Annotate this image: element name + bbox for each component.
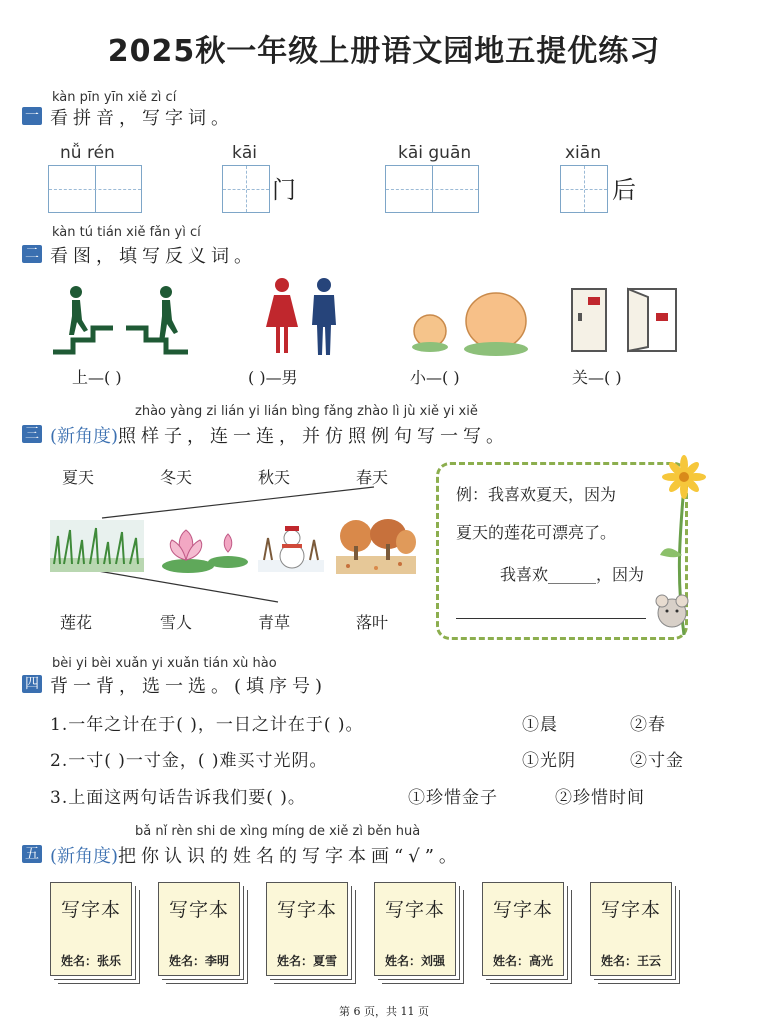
s1-item3-pinyin: kāi guān (398, 143, 472, 163)
season-spring: 春天 (356, 468, 389, 487)
notebook-name: 姓名：张乐 (60, 954, 121, 968)
notebook-5[interactable] (482, 882, 564, 976)
s5-tag: (新角度) (50, 846, 119, 867)
notebook-4[interactable] (374, 882, 456, 976)
notebook-title: 写字本 (600, 899, 661, 921)
s1-number: 一 (22, 107, 42, 125)
small-big-peach-image (408, 285, 533, 357)
s2-heading: 看图，填写反义词。 (50, 246, 257, 267)
s4-q2-option-1: ①光阴 (522, 751, 576, 771)
word-lotus: 莲花 (60, 613, 93, 632)
s1-writing-grid-2[interactable] (222, 165, 270, 213)
word-grass: 青草 (258, 613, 291, 632)
notebook-title: 写字本 (168, 899, 229, 921)
s1-item4-char: 后 (612, 176, 636, 204)
s2-label-3: 小—( ) (410, 368, 460, 387)
notebook-name: 姓名：高光 (492, 954, 553, 968)
stairs-up-down-image (48, 280, 198, 360)
s4-q1-option-1: ①晨 (522, 715, 558, 735)
s5-heading: 把你认识的姓名的写字本画“√”。 (118, 846, 462, 867)
notebook-name: 姓名：夏雪 (276, 954, 337, 968)
s4-heading: 背一背，选一选。(填序号) (50, 676, 328, 697)
s2-label-1: 上—( ) (72, 368, 122, 387)
s2-label-2: ( )—男 (248, 368, 298, 387)
notebook-1[interactable] (50, 882, 132, 976)
notebook-title: 写字本 (60, 899, 121, 921)
s2-pinyin: kàn tú tián xiě fǎn yì cí (52, 225, 201, 240)
notebook-title: 写字本 (492, 899, 553, 921)
s1-writing-grid-3[interactable] (385, 165, 479, 213)
season-summer: 夏天 (62, 468, 95, 487)
s3-tag: (新角度) (50, 426, 119, 447)
notebook-title: 写字本 (276, 899, 337, 921)
example-line-2: 夏天的莲花可漂亮了。 (456, 523, 617, 542)
page-title: 2025秋一年级上册语文园地五提优练习 (107, 34, 661, 69)
page-footer: 第 6 页，共 11 页 (339, 1005, 429, 1018)
notebook-name: 姓名：李明 (168, 954, 229, 968)
example-line-3[interactable]: 我喜欢______，因为 (500, 565, 645, 584)
season-autumn: 秋天 (258, 468, 291, 487)
woman-man-image (262, 275, 347, 360)
s3-heading-wrap (50, 422, 509, 448)
s1-item2-pinyin: kāi (232, 143, 257, 163)
s4-q2-option-2: ②寸金 (630, 751, 684, 771)
notebook-6[interactable] (590, 882, 672, 976)
grass-picture[interactable] (50, 520, 144, 572)
s3-pinyin: zhào yàng zi lián yi lián bìng fǎng zhào lì jù xiě yi xiě (135, 404, 478, 419)
s4-number: 四 (22, 675, 42, 693)
s2-label-4: 关—( ) (572, 368, 622, 387)
s4-question-1[interactable]: 1.一年之计在于( )，一日之计在于( )。 (50, 715, 364, 735)
example-line-1: 例：我喜欢夏天，因为 (456, 485, 617, 504)
s5-heading-wrap (50, 842, 462, 868)
fallen-leaves-picture[interactable] (336, 518, 416, 574)
closed-open-door-image (566, 285, 691, 357)
notebook-2[interactable] (158, 882, 240, 976)
word-leaves: 落叶 (356, 613, 389, 632)
s5-number: 五 (22, 845, 42, 863)
s1-item1-pinyin: nǚ rén (60, 143, 115, 163)
s4-q1-option-2: ②春 (630, 715, 666, 735)
s1-item2-char: 门 (272, 176, 296, 204)
s2-number: 二 (22, 245, 42, 263)
s1-writing-grid-4[interactable] (560, 165, 608, 213)
s1-heading: 看拼音，写字词。 (50, 108, 234, 129)
s4-q3-option-2: ②珍惜时间 (555, 788, 645, 808)
s4-question-3[interactable]: 3.上面这两句话告诉我们要( )。 (50, 788, 306, 808)
s4-question-2[interactable]: 2.一寸( )一寸金，( )难买寸光阴。 (50, 751, 328, 771)
s3-heading: 照样子，连一连，并仿照例句写一写。 (118, 426, 510, 447)
s3-number: 三 (22, 425, 42, 443)
notebook-3[interactable] (266, 882, 348, 976)
s4-q3-option-1: ①珍惜金子 (408, 788, 498, 808)
s1-writing-grid-1[interactable] (48, 165, 142, 213)
snowman-picture[interactable] (258, 520, 324, 572)
season-winter: 冬天 (160, 468, 193, 487)
s1-pinyin: kàn pīn yīn xiě zì cí (52, 90, 177, 105)
s4-pinyin: bèi yi bèi xuǎn yi xuǎn tián xù hào (52, 656, 277, 671)
notebook-name: 姓名：王云 (600, 954, 661, 968)
s1-item4-pinyin: xiān (565, 143, 601, 163)
s5-pinyin: bǎ nǐ rèn shi de xìng míng de xiě zì běn huà (135, 824, 421, 839)
lotus-picture[interactable] (158, 522, 252, 574)
notebook-name: 姓名：刘强 (384, 954, 445, 968)
flower-mouse-decoration (640, 455, 706, 640)
word-snowman: 雪人 (160, 613, 193, 632)
answer-line[interactable] (456, 618, 646, 619)
notebook-title: 写字本 (384, 899, 445, 921)
